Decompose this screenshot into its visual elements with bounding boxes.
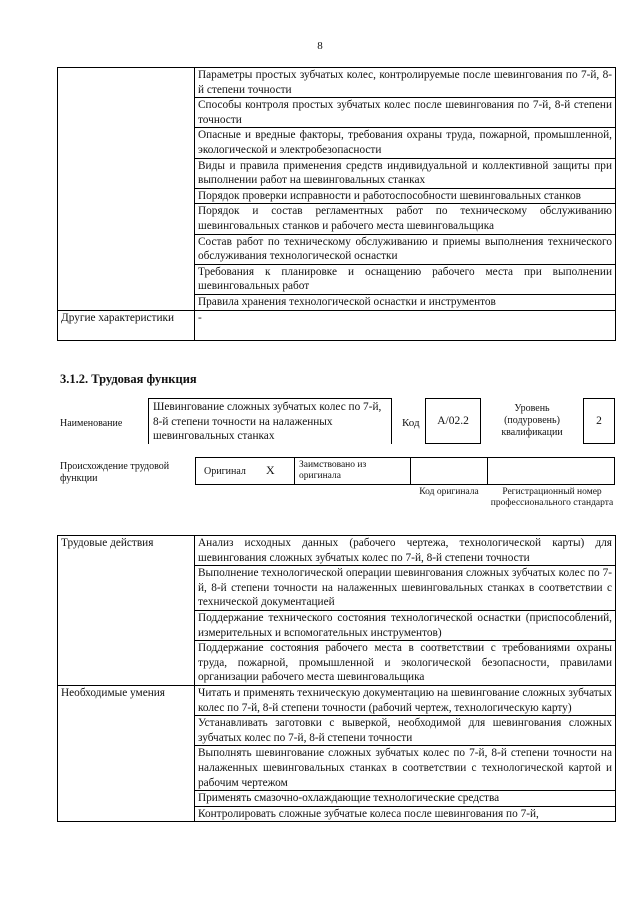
actions-skills-table bbox=[57, 535, 616, 822]
skill-item: Устанавливать заготовки с выверкой, необходимой для шевингования сложных зубчатых колес по 7-й, 8-й степени точности bbox=[195, 716, 616, 746]
reg-number-caption: Регистрационный номер профессионального стандарта bbox=[490, 487, 614, 508]
knowledge-item: Правила хранения технологической оснастки и инструментов bbox=[195, 294, 616, 310]
other-characteristics-value: - bbox=[195, 310, 616, 340]
skill-item: Применять смазочно-охлаждающие технологические средства bbox=[195, 791, 616, 807]
knowledge-item: Порядок проверки исправности и работоспособности шевинговальных станков bbox=[195, 188, 616, 204]
knowledge-item: Виды и правила применения средств индивидуальной и коллективной защиты при выполнении работ на шевинговальных станках bbox=[195, 158, 616, 188]
knowledge-item: Порядок и состав регламентных работ по техническому обслуживанию шевинговальных станков и рабочего места шевинговальщика bbox=[195, 204, 616, 234]
skill-item: Выполнять шевингование сложных зубчатых колес по 7-й, 8-й степени точности на налаженных шевинговальных станках в соответствии с технологической картой и рабочим чертежом bbox=[195, 746, 616, 791]
knowledge-item: Способы контроля простых зубчатых колес после шевингования по 7-й, 8-й степени точности bbox=[195, 98, 616, 128]
original-mark: X bbox=[266, 463, 275, 477]
action-item: Поддержание состояния рабочего места в соответствии с требованиями охраны труда, пожарной, промышленной и экологической безопасности, правилами организации рабочего места шевинговальщика bbox=[195, 641, 616, 686]
code-original-caption: Код оригинала bbox=[419, 487, 479, 497]
reg-number-cell bbox=[487, 457, 615, 485]
table-row bbox=[58, 685, 616, 715]
row-label-actions: Трудовые действия bbox=[58, 536, 195, 686]
action-item: Анализ исходных данных (рабочего чертежа, технологической карты) для шевингования сложных зубчатых колес по 7-й, 8-й степени точности bbox=[195, 536, 616, 566]
action-item: Выполнение технологической операции шевингования сложных зубчатых колес по 7-й, 8-й степени точности на налаженных шевинговальных станках в соответствии с технической документацией bbox=[195, 566, 616, 611]
skill-item: Контролировать сложные зубчатые колеса после шевингования по 7-й, bbox=[195, 806, 616, 822]
row-label-skills: Необходимые умения bbox=[58, 685, 195, 821]
code-label: Код bbox=[402, 417, 420, 429]
level-label: Уровень (подуровень) квалификации bbox=[501, 403, 563, 438]
original-cell bbox=[195, 457, 295, 485]
knowledge-item: Требования к планировке и оснащению рабочего места при выполнении шевинговальных работ bbox=[195, 264, 616, 294]
knowledge-table bbox=[57, 67, 616, 341]
table-row bbox=[58, 68, 616, 98]
row-label bbox=[58, 68, 195, 311]
table-row bbox=[58, 310, 616, 340]
knowledge-item: Опасные и вредные факторы, требования охраны труда, пожарной, промышленной, экологической и электробезопасности bbox=[195, 128, 616, 158]
name-label: Наименование bbox=[60, 418, 123, 429]
row-label-other: Другие характеристики bbox=[58, 310, 195, 340]
code-original-cell bbox=[410, 457, 488, 485]
knowledge-item: Параметры простых зубчатых колес, контролируемые после шевингования по 7-й, 8-й степени точности bbox=[195, 68, 616, 98]
original-label: Оригинал bbox=[204, 466, 246, 477]
function-code: А/02.2 bbox=[425, 398, 481, 444]
section-title: 3.1.2. Трудовая функция bbox=[60, 372, 197, 386]
origin-label: Происхождение трудовой функции bbox=[60, 461, 170, 484]
table-row bbox=[58, 536, 616, 566]
borrowed-cell: Заимствовано из оригинала bbox=[294, 457, 411, 485]
action-item: Поддержание технического состояния технологической оснастки (приспособлений, измерительных и вспомогательных инструментов) bbox=[195, 610, 616, 640]
skill-item: Читать и применять техническую документацию на шевингование сложных зубчатых колес по 7-й, 8-й степени точности (рабочий чертеж, технологическую карту) bbox=[195, 685, 616, 715]
level-value: 2 bbox=[583, 398, 615, 444]
function-name: Шевингование сложных зубчатых колес по 7-й, 8-й степени точности на налаженных шевинговальных станках bbox=[148, 398, 392, 444]
knowledge-item: Состав работ по техническому обслуживанию и приемы выполнения технического обслуживания технологической оснастки bbox=[195, 234, 616, 264]
page-number: 8 bbox=[317, 40, 323, 52]
